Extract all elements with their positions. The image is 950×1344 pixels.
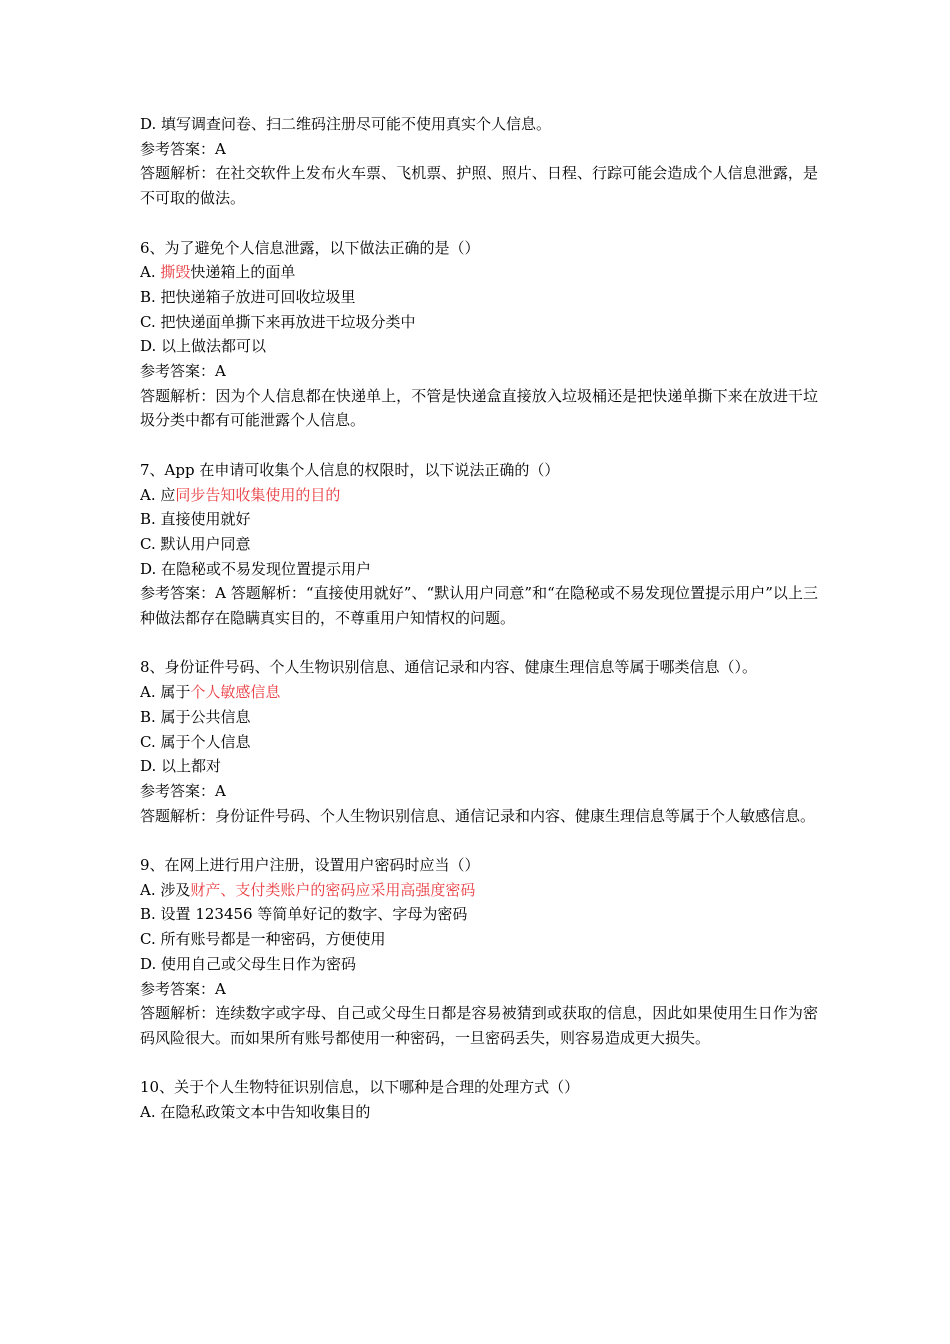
q9-analysis: 答题解析：连续数字或字母、自己或父母生日都是容易被猜到或获取的信息，因此如果使用生日作为密码风险很大。而如果所有账号都使用一种密码，一旦密码丢失，则容易造成更大损失。 (140, 1004, 818, 1047)
q9-option-b: B. 设置 123456 等简单好记的数字、字母为密码 (140, 905, 468, 924)
q5-analysis: 答题解析：在社交软件上发布火车票、飞机票、护照、照片、日程、行踪可能会造成个人信息泄露，是不可取的做法。 (140, 164, 818, 208)
q6-answer: 参考答案：A (140, 362, 226, 381)
q9-option-a (140, 878, 818, 903)
q10-option-a: A. 在隐私政策文本中告知收集目的 (140, 1103, 371, 1122)
q9-option-c: C. 所有账号都是一种密码，方便使用 (140, 930, 386, 949)
q8-answer: 参考答案：A (140, 781, 226, 800)
q7-option-a-prefix: A. 应 (140, 485, 176, 504)
q6-option-a-rest: 快递箱上的面单 (190, 263, 296, 282)
spacer (140, 433, 818, 458)
spacer (140, 1051, 818, 1076)
q6-question: 6、为了避免个人信息泄露，以下做法正确的是（） (140, 238, 480, 257)
q9-answer: 参考答案：A (140, 979, 226, 998)
q8-analysis: 答题解析：身份证件号码、个人生物识别信息、通信记录和内容、健康生理信息等属于个人敏感信息。 (140, 806, 816, 825)
q9-question: 9、在网上进行用户注册，设置用户密码时应当（） (140, 856, 480, 875)
q9-option-a-highlight: 财产、支付类账户的密码应采用高强度密码 (190, 880, 476, 899)
q7-option-d: D. 在隐秘或不易发现位置提示用户 (140, 559, 372, 578)
spacer (140, 631, 818, 656)
q7-question: 7、App 在申请可收集个人信息的权限时，以下说法正确的（） (140, 460, 560, 479)
q6-analysis: 答题解析：因为个人信息都在快递单上，不管是快递盒直接放入垃圾桶还是把快递单撕下来在放进干垃圾分类中都有可能泄露个人信息。 (140, 386, 818, 430)
q6-option-a-prefix: A. (140, 263, 161, 282)
q6-option-b: B. 把快递箱子放进可回收垃圾里 (140, 287, 356, 306)
q7-option-c: C. 默认用户同意 (140, 534, 251, 553)
q8-option-b: B. 属于公共信息 (140, 707, 251, 726)
q7-option-a-highlight: 同步告知收集使用的目的 (175, 485, 341, 504)
q9-option-d: D. 使用自己或父母生日作为密码 (140, 954, 357, 973)
spacer (140, 211, 818, 236)
q5-answer: 参考答案：A (140, 139, 226, 158)
q8-option-a-highlight: 个人敏感信息 (190, 683, 281, 702)
q10-question: 10、关于个人生物特征识别信息，以下哪种是合理的处理方式（） (140, 1078, 580, 1097)
q6-option-a (140, 260, 818, 285)
q7-answer-analysis: 参考答案：A 答题解析：“直接使用就好”、“默认用户同意”和“在隐秘或不易发现位置提示用户”以上三种做法都存在隐瞒真实目的，不尊重用户知情权的问题。 (140, 584, 818, 628)
document-page (140, 112, 818, 1125)
q6-option-a-highlight: 撕毁 (160, 263, 191, 282)
q7-option-a (140, 483, 818, 508)
q7-option-b: B. 直接使用就好 (140, 510, 251, 529)
q9-option-a-prefix: A. 涉及 (140, 880, 191, 899)
q8-question: 8、身份证件号码、个人生物识别信息、通信记录和内容、健康生理信息等属于哪类信息（）。 (140, 658, 758, 677)
q6-option-d: D. 以上做法都可以 (140, 337, 267, 356)
q6-option-c: C. 把快递面单撕下来再放进干垃圾分类中 (140, 312, 416, 331)
q5-option-d: D. 填写调查问卷、扫二维码注册尽可能不使用真实个人信息。 (140, 115, 552, 133)
q8-option-a (140, 680, 818, 705)
q8-option-a-prefix: A. 属于 (140, 683, 191, 702)
q8-option-d: D. 以上都对 (140, 757, 222, 776)
q8-option-c: C. 属于个人信息 (140, 732, 251, 751)
spacer (140, 828, 818, 853)
